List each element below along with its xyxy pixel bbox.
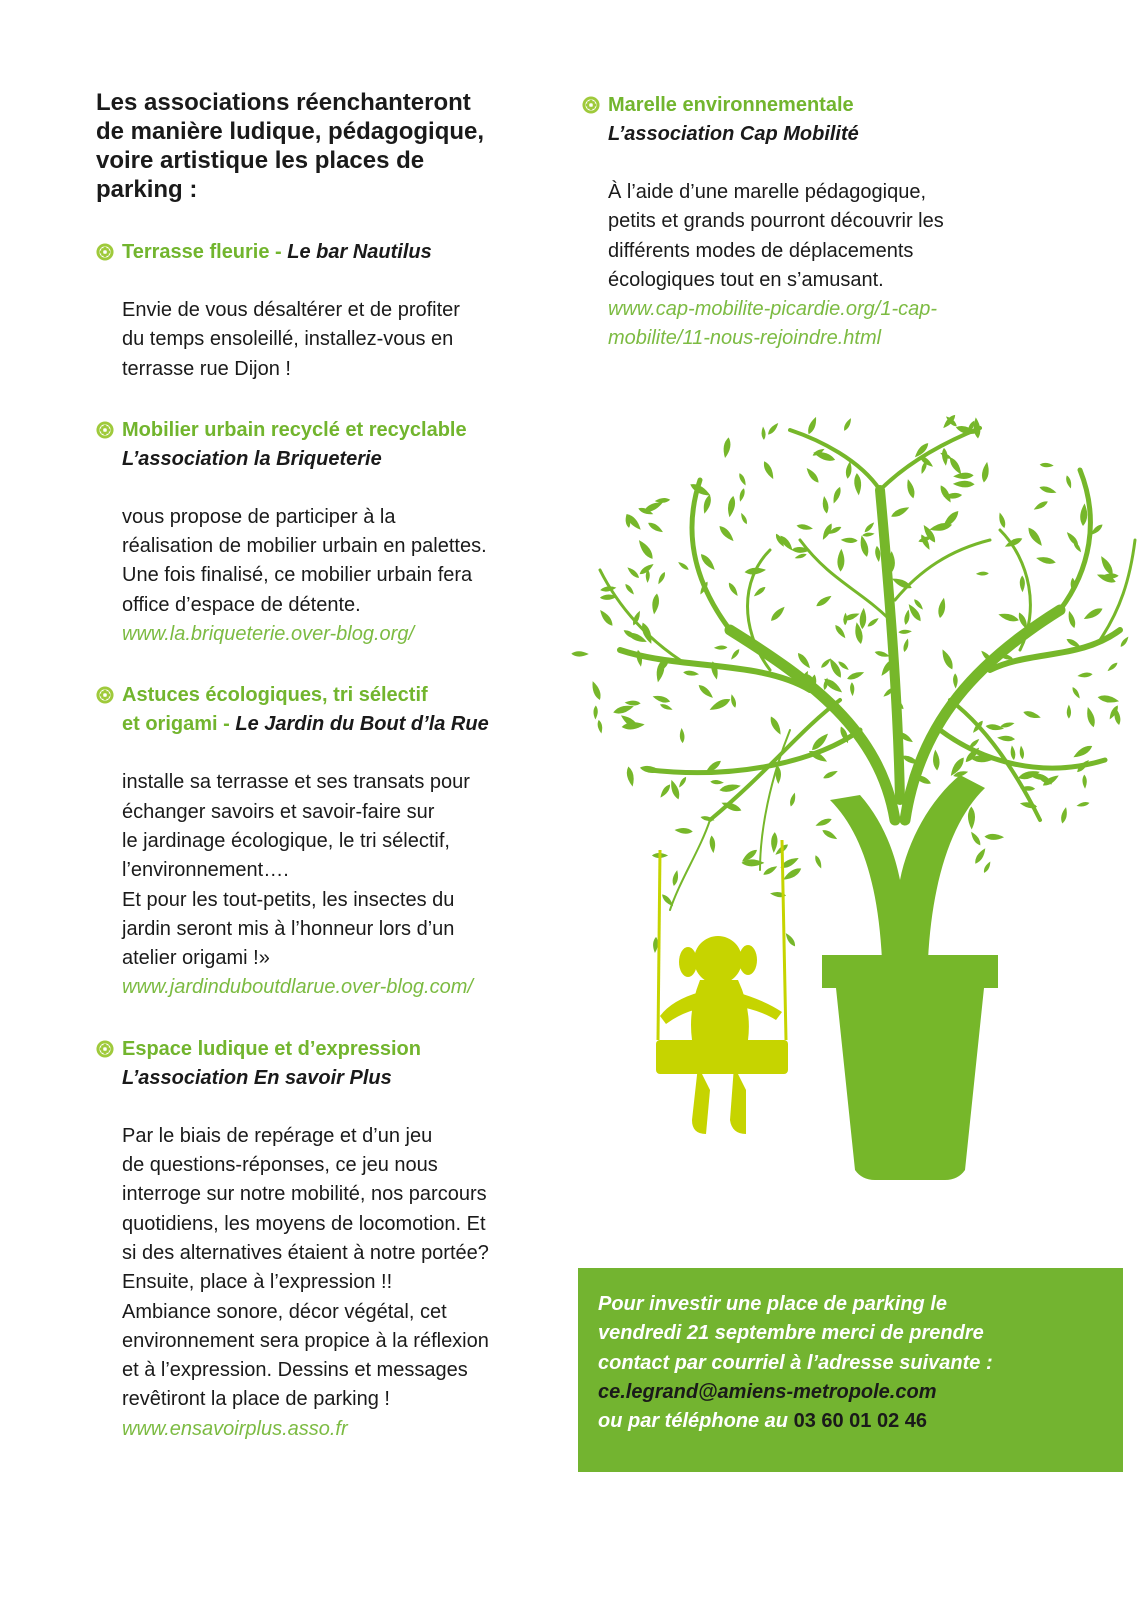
body-line: Envie de vous désaltérer et de profiter	[122, 299, 460, 321]
tree-leaf	[768, 715, 783, 736]
body-line: le jardinage écologique, le tri sélectif,	[122, 829, 450, 852]
body-line: petits et grands pourront découvrir les	[608, 210, 944, 233]
right-column	[582, 91, 1012, 386]
tree-leaf	[626, 566, 641, 580]
tree-leaf	[677, 776, 687, 789]
cap-mobilite-link[interactable]: mobilite/11-nous-rejoindre.html	[608, 327, 882, 350]
body-line: si des alternatives étaient à notre portée?	[122, 1241, 489, 1264]
tree-leaf	[1060, 807, 1069, 824]
tree-leaf	[982, 861, 992, 874]
girl-silhouette	[660, 936, 782, 1134]
contact-line: contact par courriel à l’adresse suivante :	[598, 1351, 993, 1374]
tree-leaf	[1097, 694, 1120, 705]
tree-leaf	[659, 703, 673, 712]
tree-leaf	[590, 680, 603, 701]
tree-leaf	[841, 537, 858, 543]
intro-line: parking :	[96, 176, 198, 203]
tree-leaf	[845, 461, 853, 479]
body-line: vous propose de participer à la	[122, 505, 396, 528]
tree-leaf	[769, 605, 787, 623]
tree-leaf	[651, 593, 660, 615]
tree-leaf	[874, 650, 890, 659]
body-line: écologiques tout en s’amusant.	[608, 268, 884, 291]
tree-leaf	[863, 521, 876, 534]
contact-email-link[interactable]: ce.legrand@amiens-metropole.com	[598, 1380, 937, 1403]
ensavoirplus-link[interactable]: www.ensavoirplus.asso.fr	[122, 1417, 348, 1440]
tree-leaf	[1072, 743, 1094, 760]
tree-leaf	[1010, 745, 1017, 760]
tree-branch	[880, 490, 900, 800]
tree-leaf	[1040, 462, 1054, 467]
tree-leaf	[837, 549, 845, 572]
tree-leaf	[932, 749, 940, 770]
body-line: du temps ensoleillé, installez-vous en	[122, 328, 454, 351]
section-title: Espace ludique et d’expression	[122, 1037, 421, 1060]
tree-leaf	[821, 496, 829, 514]
body-line: différents modes de déplacements	[608, 239, 914, 262]
left-column	[96, 238, 566, 1476]
tree-leaf	[903, 609, 911, 625]
tree-leaf	[822, 769, 839, 781]
tree-leaf	[679, 728, 685, 743]
tree-leaf	[781, 866, 802, 883]
tree-leaf	[571, 651, 589, 657]
body-line: office d’espace de détente.	[122, 593, 361, 616]
tree-leaf	[709, 835, 716, 853]
tree-leaf	[1022, 709, 1041, 720]
tree-leaf	[814, 854, 824, 869]
tree-leaf	[1026, 526, 1045, 548]
contact-line: vendredi 21 septembre merci de prendre	[598, 1322, 984, 1345]
tree-leaf	[902, 638, 910, 653]
tree-leaf	[997, 512, 1007, 529]
briqueterie-link[interactable]: www.la.briqueterie.over-blog.org/	[122, 623, 415, 646]
intro-line: voire artistique les places de	[96, 147, 425, 174]
intro-line: Les associations réenchanteront	[96, 89, 471, 116]
tree-leaf	[850, 682, 855, 696]
flower-bullet-icon	[96, 686, 114, 704]
tree-branch	[880, 428, 980, 490]
section-title: Marelle environnementale	[608, 94, 854, 116]
tree-leaf	[739, 512, 748, 525]
section-organizer: Le Jardin du Bout d’la Rue	[235, 713, 489, 736]
title-separator: -	[269, 241, 288, 263]
section-body	[96, 1122, 566, 1444]
tree-leaf	[985, 723, 1004, 731]
tree-leaf	[953, 481, 975, 488]
tree-branch	[895, 540, 990, 600]
tree-leaf	[866, 616, 880, 628]
tree-leaf	[717, 524, 736, 543]
jardin-link[interactable]: www.jardinduboutdlarue.over-blog.com/	[122, 976, 473, 999]
section-body	[96, 296, 566, 384]
tree-leaf	[858, 535, 870, 558]
tree-leaf	[624, 700, 640, 706]
tree-leaf	[647, 521, 665, 535]
tree-leaf	[1019, 745, 1025, 759]
section-heading	[96, 1035, 566, 1093]
tree-leaf	[846, 670, 865, 682]
body-line: et à l’expression. Dessins et messages	[122, 1359, 468, 1382]
flower-bullet-icon	[96, 421, 114, 439]
tree-leaf	[714, 645, 728, 650]
tree-leaf	[812, 449, 836, 463]
tree-leaves	[571, 413, 1130, 953]
tree-leaf	[969, 830, 982, 846]
section-heading	[96, 681, 566, 739]
body-line: atelier origami !»	[122, 947, 270, 970]
tree-leaf	[815, 594, 833, 609]
tree-leaf	[1071, 686, 1082, 700]
tree-leaf	[593, 705, 598, 719]
tree-leaf	[625, 766, 635, 787]
body-line: installe sa terrasse et ses transats pour	[122, 771, 470, 794]
body-line: terrasse rue Dijon !	[122, 357, 291, 380]
tree-leaf	[668, 779, 681, 801]
tree-leaf	[683, 670, 699, 677]
body-line: Une fois finalisé, ce mobilier urbain fera	[122, 564, 473, 587]
flower-bullet-icon	[96, 243, 114, 261]
tree-leaf	[701, 494, 712, 515]
tree-leaf	[1119, 635, 1130, 648]
tree-leaf	[859, 608, 867, 630]
cap-mobilite-link[interactable]: www.cap-mobilite-picardie.org/1-cap-	[608, 298, 938, 321]
tree-leaf	[796, 651, 813, 670]
section-title: Mobilier urbain recyclé et recyclable	[122, 418, 467, 441]
tree-leaf	[729, 648, 740, 661]
section-organizer: Le bar Nautilus	[287, 241, 432, 263]
tree-leaf	[738, 488, 746, 503]
section-terrasse-fleurie	[96, 238, 566, 384]
tree-leaf	[862, 532, 875, 538]
tree-leaf	[814, 817, 832, 828]
tree-leaf	[730, 694, 738, 709]
flower-bullet-icon	[96, 1040, 114, 1058]
tree-leaf	[794, 552, 807, 560]
body-line: l’environnement….	[122, 859, 289, 882]
body-line: revêtiront la place de parking !	[122, 1388, 390, 1411]
section-marelle	[582, 91, 1012, 354]
body-line: Par le biais de repérage et d’un jeu	[122, 1124, 433, 1147]
tree-leaf	[831, 486, 842, 505]
tree-leaf	[1066, 610, 1077, 629]
tree-leaf	[658, 783, 672, 799]
tree-leaf	[941, 413, 957, 430]
tree-branch	[692, 480, 730, 630]
tree-leaf	[833, 623, 847, 639]
tree-leaf	[784, 932, 797, 948]
tree-leaf	[624, 583, 636, 596]
tree-leaf	[937, 597, 947, 619]
body-line: environnement sera propice à la réflexion	[122, 1329, 489, 1352]
tree-leaf	[1080, 503, 1088, 526]
tree-leaf	[708, 696, 732, 713]
section-title: Astuces écologiques, tri sélectif	[122, 684, 428, 707]
tree-leaf	[771, 832, 778, 853]
tree-branch	[600, 570, 680, 660]
tree-leaf	[953, 472, 974, 479]
tree-leaf	[677, 560, 690, 571]
section-body	[96, 768, 566, 1002]
intro-heading	[96, 88, 566, 204]
tree-leaf	[597, 720, 604, 734]
tree-leaf	[968, 738, 981, 750]
body-line: échanger savoirs et savoir-faire sur	[122, 800, 435, 823]
tree-leaf	[981, 461, 991, 483]
section-body	[96, 503, 566, 649]
section-heading	[582, 91, 1012, 149]
tree-branch	[1000, 530, 1030, 650]
phone-prefix: ou par téléphone au	[598, 1410, 794, 1433]
tree-leaf	[853, 473, 862, 496]
tree-swing-illustration	[560, 400, 1141, 1200]
tree-leaf	[738, 472, 748, 486]
tree-leaf	[699, 552, 718, 572]
section-astuces-ecologiques	[96, 681, 566, 1002]
title-separator: -	[217, 713, 236, 736]
tree-leaf	[1076, 801, 1090, 808]
tree-leaf	[1082, 606, 1104, 622]
tree-leaf	[968, 806, 975, 829]
tree-leaf	[674, 827, 693, 834]
tree-leaf	[719, 782, 742, 793]
tree-leaf	[1065, 530, 1080, 547]
section-heading	[96, 238, 566, 267]
tree-leaf	[652, 694, 671, 705]
tree-leaf	[796, 523, 813, 531]
tree-leaf	[821, 828, 839, 841]
tree-leaf	[671, 870, 679, 887]
tree-leaf	[1067, 705, 1071, 719]
tree-leaf	[939, 648, 955, 671]
section-organizer: L’association Cap Mobilité	[608, 123, 859, 145]
tree-leaf	[656, 571, 666, 585]
contact-line: Pour investir une place de parking le	[598, 1293, 947, 1315]
tree-branch	[790, 430, 880, 490]
section-espace-ludique	[96, 1035, 566, 1444]
tree-leaf	[722, 437, 732, 459]
section-organizer: L’association la Briqueterie	[122, 447, 382, 470]
section-organizer: L’association En savoir Plus	[122, 1066, 392, 1089]
tree-leaf	[806, 416, 819, 436]
tree-leaf	[976, 571, 989, 575]
tree-leaf	[890, 505, 911, 520]
tree-leaf	[984, 834, 1004, 841]
contact-box	[578, 1268, 1123, 1472]
tree-leaf	[789, 792, 797, 807]
tree-leaf	[1085, 706, 1097, 728]
section-title: Terrasse fleurie	[122, 241, 270, 263]
tree-leaf	[973, 847, 988, 865]
tree-leaf	[953, 673, 958, 688]
tree-leaf	[842, 417, 853, 432]
tree-leaf	[898, 629, 912, 634]
section-title: et origami	[122, 713, 218, 736]
tree-leaf	[1035, 555, 1056, 566]
tree-leaf	[997, 735, 1015, 742]
tree-leaf	[973, 417, 982, 439]
tree-leaf	[761, 460, 776, 481]
tree-leaf	[598, 608, 615, 628]
tree-leaf	[905, 478, 916, 499]
tree-leaf	[727, 581, 740, 597]
body-line: quotidiens, les moyens de locomotion. Et	[122, 1212, 486, 1235]
body-line: réalisation de mobilier urbain en palettes.	[122, 535, 487, 558]
flower-pot	[822, 955, 998, 1180]
tree-leaf	[1039, 485, 1058, 496]
swing-seat	[656, 1040, 788, 1074]
tree-leaf	[1077, 672, 1093, 679]
tree-branch	[1100, 540, 1135, 640]
tree-leaf	[766, 421, 780, 436]
intro-line: de manière ludique, pédagogique,	[96, 118, 485, 145]
tree-leaf	[1033, 499, 1050, 511]
tree-leaf	[1020, 575, 1025, 592]
body-line: jardin seront mis à l’honneur lors d’un	[122, 917, 455, 940]
body-line: Ambiance sonore, décor végétal, cet	[122, 1300, 447, 1323]
body-line: Et pour les tout-petits, les insectes du	[122, 888, 455, 911]
tree-leaf	[997, 611, 1019, 623]
tree-branch	[670, 820, 710, 910]
body-line: À l’aide d’une marelle pédagogique,	[608, 181, 927, 203]
body-line: interroge sur notre mobilité, nos parcours	[122, 1183, 487, 1206]
section-heading	[96, 416, 566, 474]
tree-leaf	[762, 864, 778, 877]
tree-leaf	[1082, 774, 1087, 788]
contact-phone-number[interactable]: 03 60 01 02 46	[793, 1410, 928, 1433]
tree-leaf	[710, 780, 724, 785]
tree-leaf	[1065, 475, 1073, 489]
tree-leaf	[744, 567, 766, 576]
section-body	[582, 178, 1012, 354]
section-mobilier-urbain	[96, 416, 566, 649]
tree-leaf	[726, 495, 736, 518]
tree-leaf	[804, 466, 820, 484]
body-line: de questions-réponses, ce jeu nous	[122, 1154, 438, 1177]
tree-leaf	[752, 585, 766, 598]
tree-leaf	[636, 538, 655, 561]
body-line: Ensuite, place à l’expression !!	[122, 1271, 393, 1294]
tree-leaf	[1106, 661, 1118, 672]
flower-bullet-icon	[582, 96, 600, 114]
tree-leaf	[761, 427, 766, 440]
tree-leaf	[697, 683, 715, 700]
